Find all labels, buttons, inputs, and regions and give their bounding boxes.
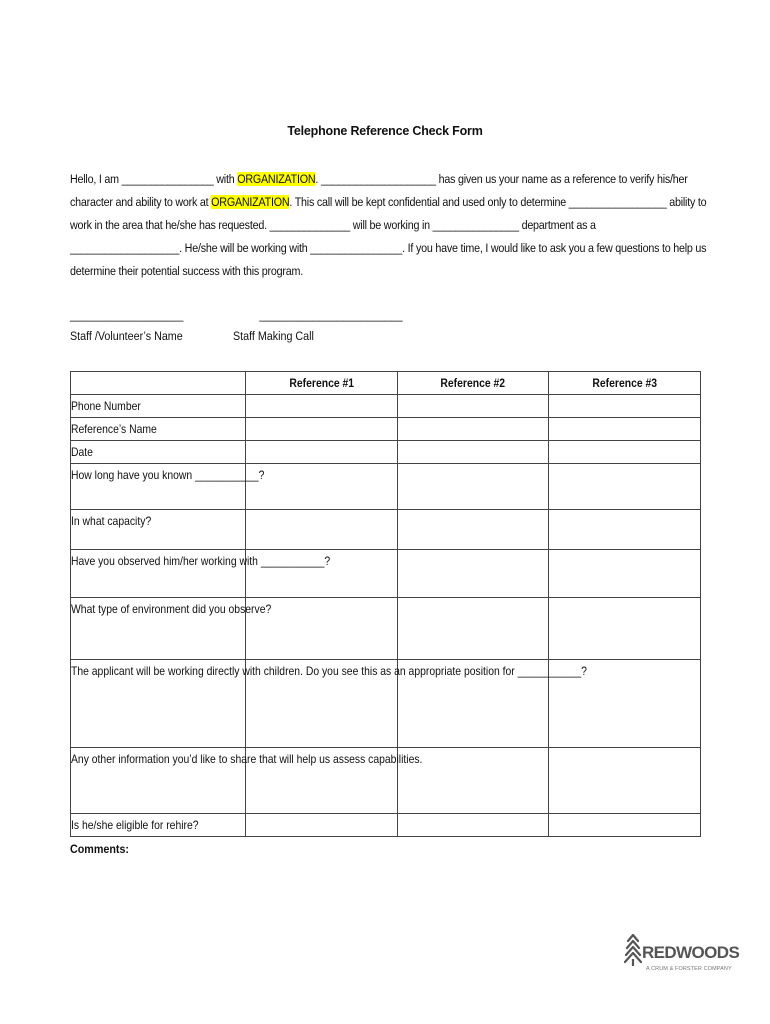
table-header-row bbox=[71, 372, 701, 395]
question-cell: In what capacity? bbox=[71, 510, 246, 550]
table-row bbox=[71, 660, 701, 748]
table-row bbox=[71, 395, 701, 418]
answer-cell-2[interactable] bbox=[397, 395, 549, 418]
caller-line: ________________________ bbox=[259, 308, 403, 322]
table-row bbox=[71, 748, 701, 814]
question-cell: Any other information you’d like to share that will help us assess capabilities. bbox=[71, 748, 246, 814]
answer-cell-2[interactable] bbox=[397, 441, 549, 464]
answer-cell-2[interactable] bbox=[397, 464, 549, 510]
table-header-reference-2: Reference #2 bbox=[397, 372, 549, 395]
table-header-reference-3: Reference #3 bbox=[549, 372, 701, 395]
page-title: Telephone Reference Check Form bbox=[287, 124, 483, 138]
answer-cell-1[interactable] bbox=[246, 464, 398, 510]
question-cell: Have you observed him/her working with ___________? bbox=[71, 550, 246, 598]
table-row bbox=[71, 441, 701, 464]
table-row bbox=[71, 464, 701, 510]
intro-text-3: . This call will be kept confidential and used only to determine _________________ ability to work in the area that he/she has requested. ______________ will be working in _______________ department as a ___________________. He/she will be working with ________________. If you have time, I would like to ask you a few questions to help us determine their potential success with this program. bbox=[70, 195, 707, 278]
caller-label: Staff Making Call bbox=[233, 329, 314, 343]
answer-cell-2[interactable] bbox=[397, 510, 549, 550]
answer-cell-1[interactable] bbox=[246, 418, 398, 441]
organization-placeholder: ORGANIZATION bbox=[211, 195, 290, 209]
table-row bbox=[71, 550, 701, 598]
table-row bbox=[71, 598, 701, 660]
answer-cell-3[interactable] bbox=[549, 510, 701, 550]
caller-signature bbox=[233, 304, 403, 346]
question-cell: Is he/she eligible for rehire? bbox=[71, 814, 246, 837]
table-header-reference-1: Reference #1 bbox=[246, 372, 398, 395]
logo-wordmark: REDWOODS bbox=[642, 943, 740, 962]
answer-cell-2[interactable] bbox=[397, 550, 549, 598]
answer-cell-1[interactable] bbox=[246, 510, 398, 550]
answer-cell-3[interactable] bbox=[549, 395, 701, 418]
answer-cell-2[interactable] bbox=[397, 814, 549, 837]
staff-signature bbox=[70, 304, 183, 346]
answer-cell-3[interactable] bbox=[549, 598, 701, 660]
table-row bbox=[71, 510, 701, 550]
answer-cell-3[interactable] bbox=[549, 441, 701, 464]
answer-cell-3[interactable] bbox=[549, 418, 701, 441]
table-row bbox=[71, 418, 701, 441]
comments-label: Comments: bbox=[70, 842, 130, 856]
table-header-blank bbox=[71, 372, 246, 395]
staff-name-line: ___________________ bbox=[70, 308, 184, 322]
logo-tagline: A CRUM & FORSTER COMPANY bbox=[646, 966, 732, 972]
answer-cell-1[interactable] bbox=[246, 814, 398, 837]
question-cell: Reference’s Name bbox=[71, 418, 246, 441]
answer-cell-3[interactable] bbox=[549, 748, 701, 814]
question-cell: Date bbox=[71, 441, 246, 464]
intro-text-1: Hello, I am ________________ with bbox=[70, 172, 238, 186]
table-row bbox=[71, 814, 701, 837]
tree-icon bbox=[624, 933, 642, 967]
question-cell: What type of environment did you observe? bbox=[71, 598, 246, 660]
signature-block bbox=[70, 304, 710, 354]
answer-cell-2[interactable] bbox=[397, 418, 549, 441]
answer-cell-2[interactable] bbox=[397, 598, 549, 660]
answer-cell-3[interactable] bbox=[549, 814, 701, 837]
question-cell: Phone Number bbox=[71, 395, 246, 418]
redwoods-logo bbox=[624, 933, 740, 977]
answer-cell-1[interactable] bbox=[246, 395, 398, 418]
staff-name-label: Staff /Volunteer’s Name bbox=[70, 329, 183, 343]
answer-cell-1[interactable] bbox=[246, 441, 398, 464]
question-cell: The applicant will be working directly with children. Do you see this as an appropriate position for ___________? bbox=[71, 660, 246, 748]
answer-cell-3[interactable] bbox=[549, 550, 701, 598]
answer-cell-3[interactable] bbox=[549, 464, 701, 510]
intro-paragraph bbox=[70, 168, 710, 283]
intro-text-2: . ____________________ has given us your name as a reference to verify his/her character and ability to work at bbox=[70, 172, 688, 209]
question-cell: How long have you known ___________? bbox=[71, 464, 246, 510]
reference-table bbox=[70, 371, 701, 837]
organization-placeholder: ORGANIZATION bbox=[237, 172, 316, 186]
